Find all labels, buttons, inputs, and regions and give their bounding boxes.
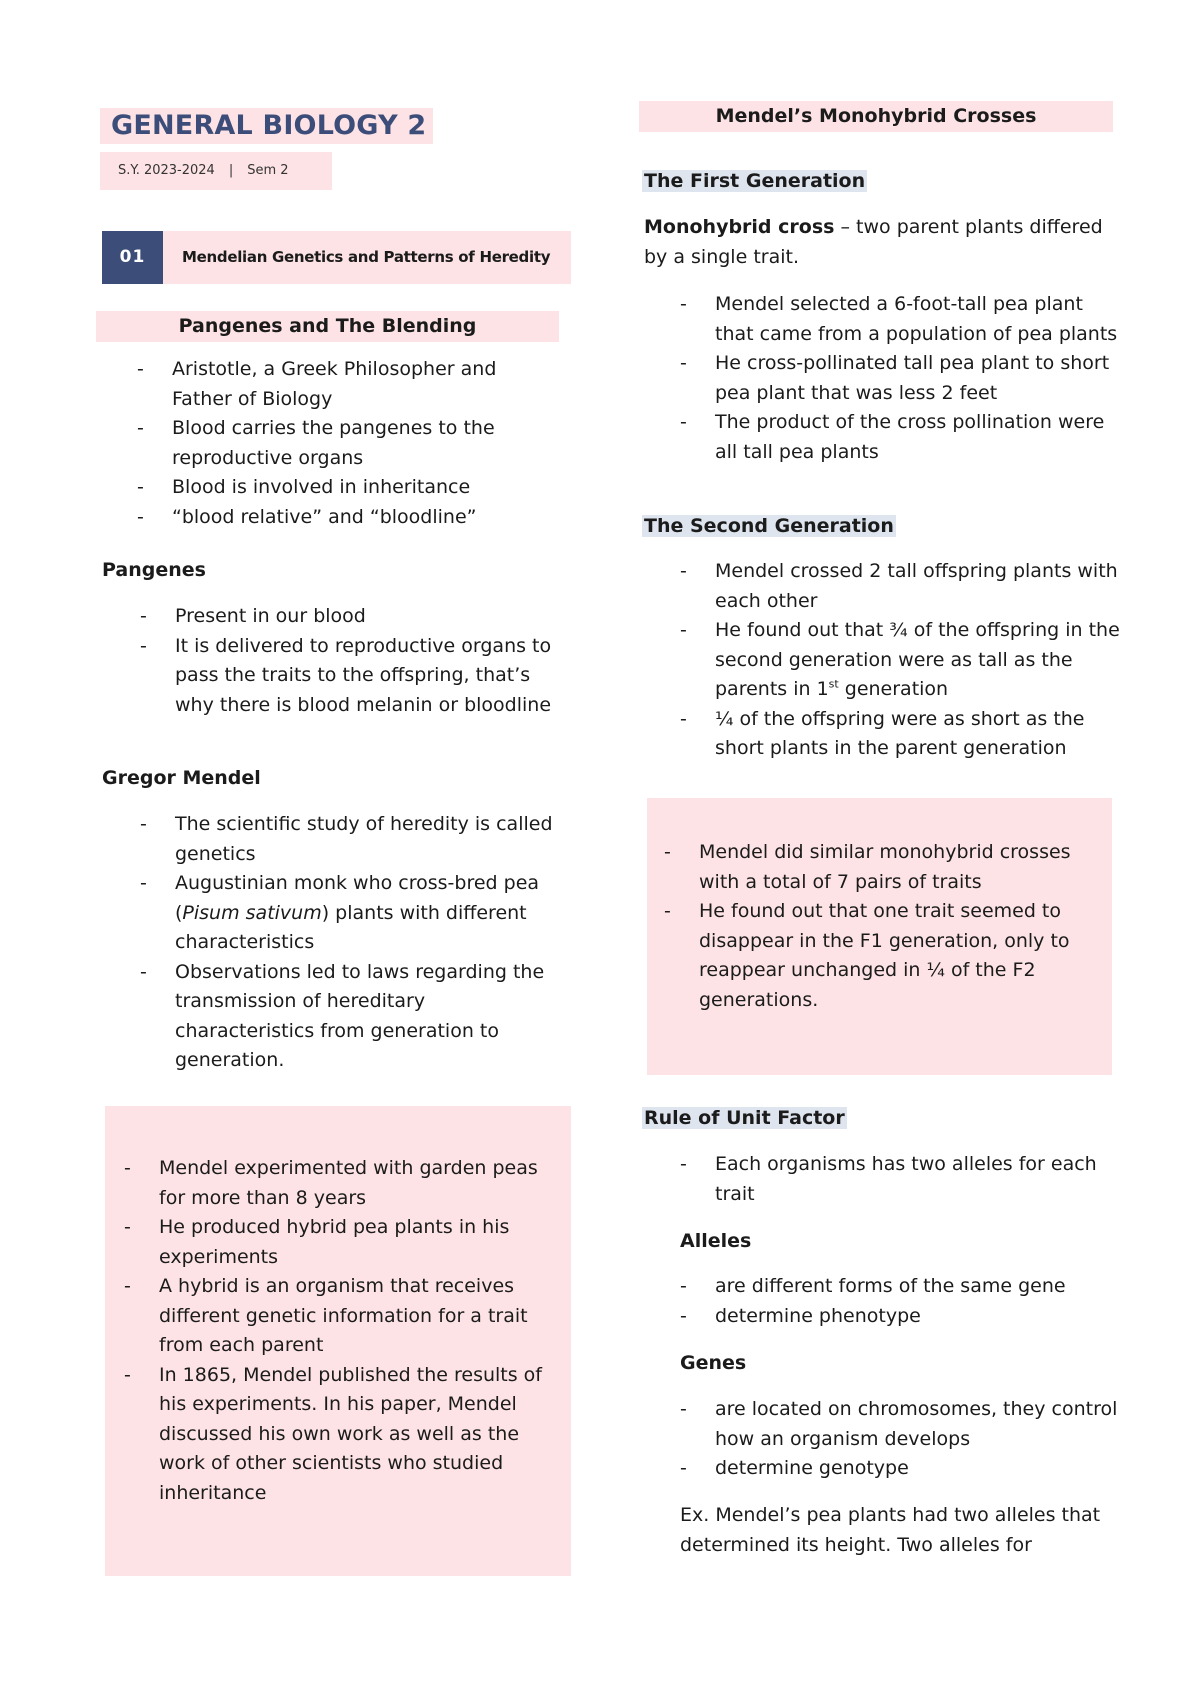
first-generation-heading-wrap [642,168,867,194]
document-title: GENERAL BIOLOGY 2 [100,108,433,144]
genes-list [680,1395,1120,1484]
list-item: - Each organisms has two alleles for each trait [680,1150,1120,1209]
school-year-semester [100,152,332,190]
list-item: - are located on chromosomes, they control how an organism develops [680,1395,1120,1454]
section-heading-pangenes-blending: Pangenes and The Blending [96,311,559,342]
pangenes-list [140,602,560,720]
unit-factor-list [680,1150,1120,1209]
list-item: - He found out that one trait seemed to disappear in the F1 generation, only to reappear unchanged in ¼ of the F2 generations. [664,897,1084,1015]
lesson-title: Mendelian Genetics and Patterns of Heredity [163,231,571,284]
text-segment: Augustinian monk who cross-bred pea ( [175,872,540,924]
alleles-list [680,1272,1120,1331]
semester: Sem 2 [247,163,289,178]
list-item: - determine phenotype [680,1302,1120,1332]
lesson-number: 01 [102,231,163,284]
monohybrid-definition [644,212,1114,272]
list-item: - It is delivered to reproductive organs to pass the traits to the offspring, that’s why there is blood melanin or bloodline [140,632,560,721]
first-generation-heading: The First Generation [644,170,866,192]
list-item: - Mendel crossed 2 tall offspring plants with each other [680,557,1120,616]
text-segment: generation [838,678,949,700]
list-item: - Mendel did similar monohybrid crosses with a total of 7 pairs of traits [664,838,1084,897]
pangenes-blending-list [137,355,537,532]
example-text: Ex. Mendel’s pea plants had two alleles that determined its height. Two alleles for [680,1504,1101,1556]
superscript: st [828,677,839,691]
second-generation-heading: The Second Generation [644,515,894,537]
second-generation-heading-wrap [642,513,896,539]
highlight-box-left [105,1106,571,1576]
list-item: - He produced hybrid pea plants in his experiments [124,1213,544,1272]
experiment-list [124,1154,544,1508]
list-item: - determine genotype [680,1454,1120,1484]
list-item: - Present in our blood [140,602,560,632]
pangenes-heading: Pangenes [102,559,206,581]
list-item [140,869,560,958]
separator: | [228,163,234,178]
text-segment: ) plants with different characteristics [175,901,527,953]
list-item: - Aristotle, a Greek Philosopher and Father of Biology [137,355,537,414]
second-generation-list [680,557,1120,764]
list-item: - Blood carries the pangenes to the reproductive organs [137,414,537,473]
unit-factor-heading-wrap [642,1105,847,1131]
gregor-mendel-heading: Gregor Mendel [102,767,261,789]
term: Monohybrid cross [644,216,835,238]
list-item [680,616,1120,705]
gregor-mendel-list [140,810,560,1076]
monohybrid-traits-list [664,838,1084,1015]
list-item: - Blood is involved in inheritance [137,473,537,503]
list-item: - Mendel experimented with garden peas for more than 8 years [124,1154,544,1213]
list-item: - He cross-pollinated tall pea plant to short pea plant that was less 2 feet [680,349,1120,408]
genes-heading: Genes [680,1352,747,1374]
list-item: - Observations led to laws regarding the transmission of hereditary characteristics from generation to generation. [140,958,560,1076]
school-year: S.Y. 2023-2024 [118,163,215,178]
definition: – two parent plants differed by a single trait. [644,216,1103,268]
highlight-box-right [647,798,1112,1075]
text-segment: He found out that ¾ of the offspring in the second generation were as tall as the parents in 1 [715,619,1120,700]
first-generation-list [680,290,1120,467]
list-item: - are different forms of the same gene [680,1272,1120,1302]
list-item: - In 1865, Mendel published the results of his experiments. In his paper, Mendel discussed his own work as well as the work of other scientists who studied inheritance [124,1361,544,1509]
section-heading-monohybrid: Mendel’s Monohybrid Crosses [639,101,1113,132]
list-item: - Mendel selected a 6-foot-tall pea plant that came from a population of pea plants [680,290,1120,349]
list-item: - The scientific study of heredity is called genetics [140,810,560,869]
scientific-name: Pisum sativum [182,901,322,924]
list-item: - “blood relative” and “bloodline” [137,503,537,533]
unit-factor-heading: Rule of Unit Factor [644,1107,845,1129]
list-item: - The product of the cross pollination were all tall pea plants [680,408,1120,467]
list-item: - ¼ of the offspring were as short as the short plants in the parent generation [680,705,1120,764]
list-item: - A hybrid is an organism that receives different genetic information for a trait from each parent [124,1272,544,1361]
alleles-heading: Alleles [680,1230,752,1252]
